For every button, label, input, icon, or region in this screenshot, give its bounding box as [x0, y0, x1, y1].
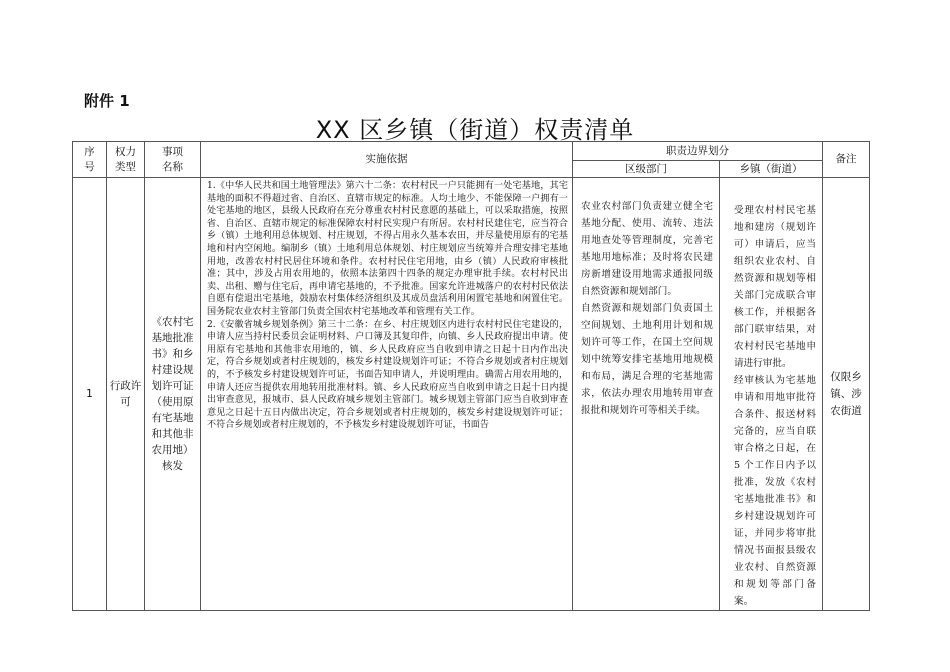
- header-seq-line2: 号: [84, 160, 95, 173]
- cell-district: [573, 178, 720, 611]
- cell-note: 仅限乡镇、涉农街道: [823, 178, 870, 611]
- header-seq-line1: 序: [84, 145, 95, 158]
- district-paragraph-1: 农业农村部门负责建立健全宅基地分配、使用、流转、违法用地查处等管理制度，完善宅基地用地标准；及时将农民建房新增建设用地需求通报同级自然资源和规划部门。: [581, 201, 713, 297]
- header-type-line1: 权力: [115, 145, 136, 158]
- header-township: 乡镇（街道）: [720, 161, 823, 178]
- header-item: [145, 142, 201, 178]
- rights-list-table: [72, 141, 870, 611]
- cell-basis: [201, 178, 573, 611]
- header-row-1: [73, 142, 870, 161]
- cell-item: 《农村宅基地批准书》和乡村建设规划许可证（使用原有宅基地和其他非农用地）核发: [145, 178, 201, 611]
- table-row: [73, 178, 870, 611]
- header-seq: [73, 142, 107, 178]
- header-note: 备注: [823, 142, 870, 178]
- page-title: XX 区乡镇（街道）权责清单: [315, 116, 635, 144]
- township-paragraph-1: 受理农村村民宅基地和建房（规划许可）申请后，应当组织农业农村、自然资源和规划等相关部门完成联合审核工作，并根据各部门联审结果，对农村村民宅基地申请进行审批。: [734, 205, 816, 369]
- header-type-line2: 类型: [115, 160, 136, 173]
- township-paragraph-2: 经审核认为宅基地申请和用地审批符合条件、报送材料完备的，应当自联审合格之日起，在 5 个工作日内予以批准，发放《农村宅基地批准书》和乡村建设规划许可证，并同步将审批情况书面报县级农业农村、自然资源和规划等部门备案。: [734, 375, 816, 607]
- cell-seq: 1: [73, 178, 107, 611]
- basis-paragraph-2: 2.《安徽省城乡规划条例》第三十二条：在乡、村庄规划区内进行农村村民住宅建设的，申请人应当持村民委员会证明材料、户口簿及其复印件，向镇、乡人民政府提出申请。使用原有宅基地和其他非农用地的，镇、乡人民政府应当自收到申请之日起十日内作出决定，符合乡规划或者村庄规划的，核发乡村建设规划许可证；不符合乡规划或者村庄规划的，不予核发乡村建设规划许可证，书面告知申请人，并说明理由。确需占用农用地的，申请人还应当提供农用地转用批准材料。镇、乡人民政府应当自收到申请之日起十日内提出审查意见，报城市、县人民政府城乡规划主管部门。城乡规划主管部门应当自收到审查意见之日起十五日内做出决定，符合乡规划或者村庄规划的，核发乡村建设规划许可证；不符合乡规划或者村庄规划的，不予核发乡村建设规划许可证，书面告: [207, 319, 568, 431]
- header-basis: 实施依据: [201, 142, 573, 178]
- header-type: [107, 142, 145, 178]
- header-item-line1: 事项: [162, 145, 183, 158]
- header-boundary: 职责边界划分: [573, 142, 823, 161]
- header-district: 区级部门: [573, 161, 720, 178]
- district-paragraph-2: 自然资源和规划部门负责国土空间规划、土地利用计划和规划许可等工作，在国土空间规划中统筹安排宅基地用地规模和布局，满足合理的宅基地需求，依法办理农用地转用审查报批和规划许可等相关手续。: [581, 303, 713, 416]
- header-item-line2: 名称: [162, 160, 183, 173]
- attachment-label: 附件 1: [84, 92, 130, 110]
- cell-type: 行政许可: [107, 178, 145, 611]
- cell-township: [720, 178, 823, 611]
- basis-paragraph-1: 1.《中华人民共和国土地管理法》第六十二条：农村村民一户只能拥有一处宅基地，其宅基地的面积不得超过省、自治区、直辖市规定的标准。人均土地少、不能保障一户拥有一处宅基地的地区，县级人民政府在充分尊重农村村民意愿的基础上，可以采取措施，按照省、自治区、直辖市规定的标准保障农村村民实现户有所居。农村村民建住宅，应当符合乡（镇）土地利用总体规划、村庄规划，不得占用永久基本农田，并尽量使用原有的宅基地和村内空闲地。编制乡（镇）土地利用总体规划、村庄规划应当统筹并合理安排宅基地用地，改善农村村民居住环境和条件。农村村民住宅用地，由乡（镇）人民政府审核批准；其中，涉及占用农用地的，依照本法第四十四条的规定办理审批手续。农村村民出卖、出租、赠与住宅后，再申请宅基地的，不予批准。国家允许进城落户的农村村民依法自愿有偿退出宅基地，鼓励农村集体经济组织及其成员盘活利用闲置宅基地和闲置住宅。国务院农业农村主管部门负责全国农村宅基地改革和管理有关工作。: [207, 181, 568, 317]
